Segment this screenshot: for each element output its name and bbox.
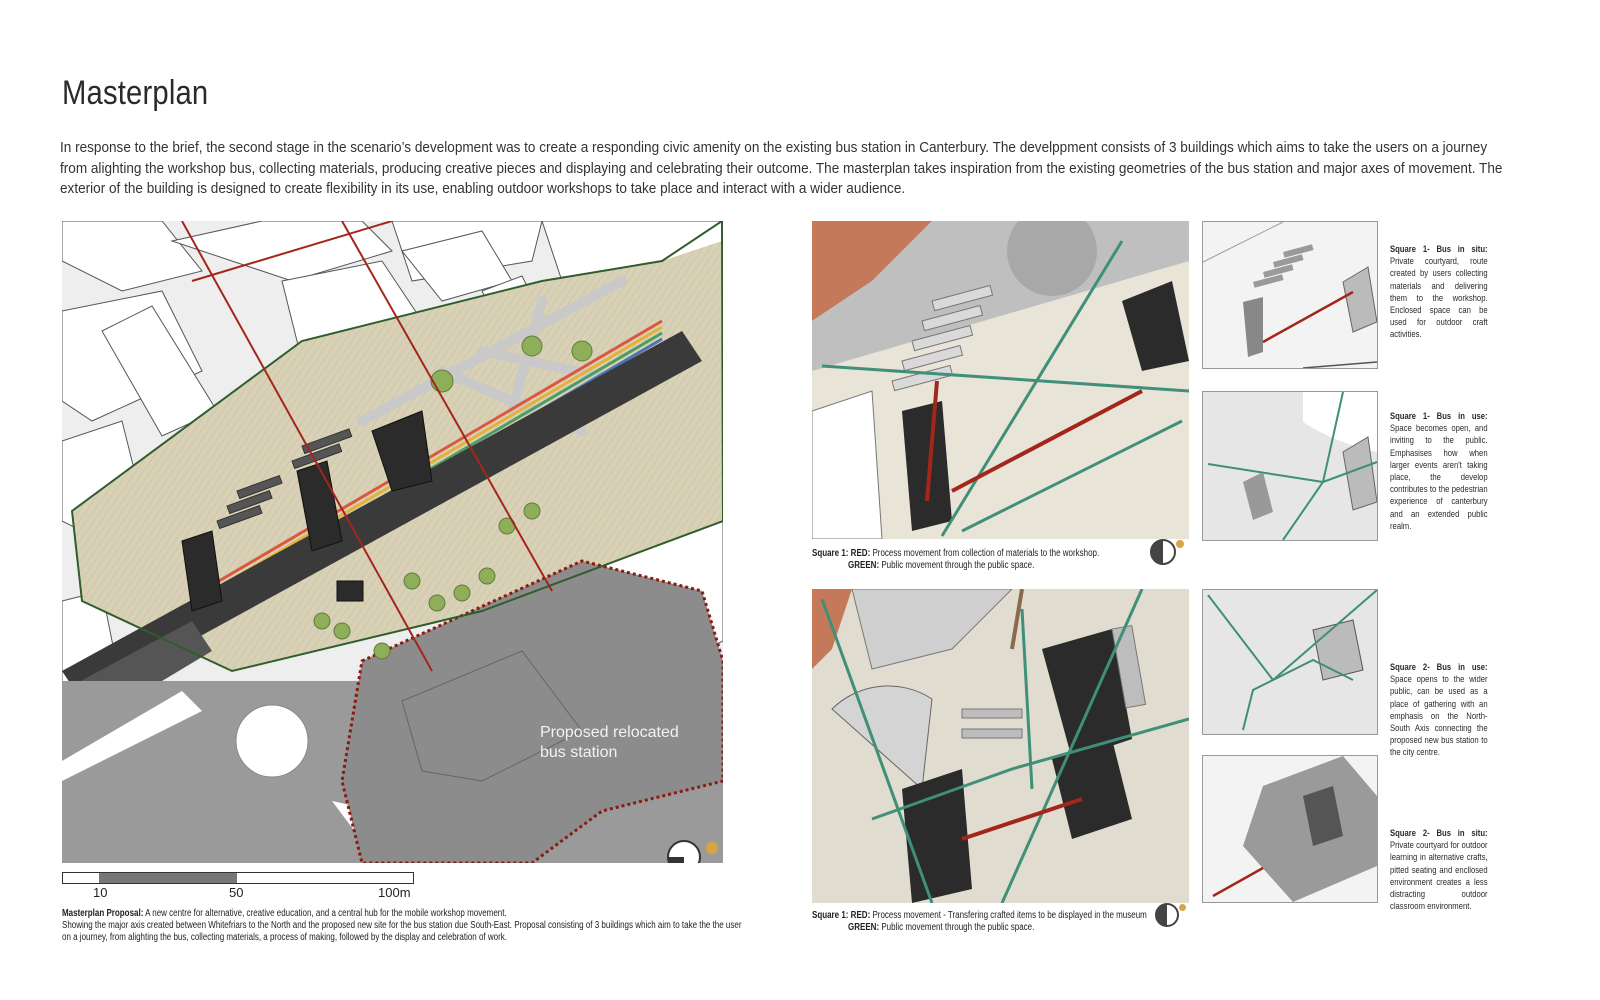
sun-icon	[1176, 540, 1184, 548]
sun-icon	[1179, 904, 1186, 911]
map-label-line1: Proposed relocated	[540, 724, 679, 741]
square2-situ-note: Square 2- Bus in situ: Private courtyard for outdoor learning in alternative crafts, pitted seating and encllosed environment creates a less distracting outdoor classroom environment.	[1390, 828, 1488, 913]
square2-situ-diagram	[1202, 755, 1378, 903]
intro-paragraph: In response to the brief, the second stage in the scenario’s development was to create a responding civic amenity on the existing bus station in Canterbury. The develppment consists of 3 buildings which aims to take the users on a journey from alighting the workshop bus, collecting materials, producing creative pieces and displaying and celebrating their outcome. The masterplan takes inspiration from the existing geometries of the bus station and major axes of movement. The exterior of the building is designed to create flexibility in its use, enabling outdoor workshops to take place and interact with a wider audience.	[60, 139, 1503, 197]
square2-use-note: Square 2- Bus in use: Space opens to the wider public, can be used as a place of gathering with an emphasis on the North-South Axis connecting the proposed new bus station to the city centre.	[1390, 662, 1488, 759]
square1-situ-note: Square 1- Bus in situ: Private courtyard, route created by users collecting materials and delivering them to the workshop. Enclosed space can be used for outdoor craft activities.	[1390, 244, 1488, 341]
caption-line3: on a journey, from alighting the bus, collecting materials, a process of making, followed by the display and celebration of work.	[62, 932, 507, 943]
square1-map	[812, 221, 1189, 539]
scale-label-10: 10	[93, 885, 108, 900]
masterplan-map	[62, 221, 723, 863]
masterplan-caption	[62, 908, 742, 944]
caption-line1: A new centre for alternative, creative education, and a central hub for the mobile workshop movement.	[143, 908, 507, 919]
square2-map	[812, 589, 1189, 903]
square1-caption: Square 1: RED: Process movement from collection of materials to the workshop. GREEN: Public movement through the public space.	[812, 548, 1100, 571]
scale-label-50: 50	[229, 885, 244, 900]
square2-use-diagram	[1202, 589, 1378, 735]
square1-use-diagram	[1202, 391, 1378, 541]
map-label-line2: bus station	[540, 744, 618, 761]
square1-situ-diagram	[1202, 221, 1378, 369]
caption-bold: Masterplan Proposal:	[62, 908, 144, 919]
scale-bar	[62, 872, 414, 884]
square2-caption: Square 1: RED: Process movement - Transfering crafted items to be displayed in the museum GREEN: Public movement through the public space.	[812, 910, 1147, 933]
square1-use-note: Square 1- Bus in use: Space becomes open, and inviting to the public. Emphasises how when larger events aren't taking place, the develop contributes to the pedestrian experience of canterbury and an extended public realm.	[1390, 411, 1488, 532]
square1-compass-icon	[1150, 539, 1176, 565]
caption-line2: Showing the major axis created between Whitefriars to the North and the proposed new site for the bus station due South-East. Proposal consisting of 3 buildings which aim to take the the user	[62, 920, 742, 931]
square2-compass-icon	[1155, 903, 1179, 927]
page-title: Masterplan	[62, 74, 209, 112]
scale-label-100m: 100m	[378, 885, 411, 900]
